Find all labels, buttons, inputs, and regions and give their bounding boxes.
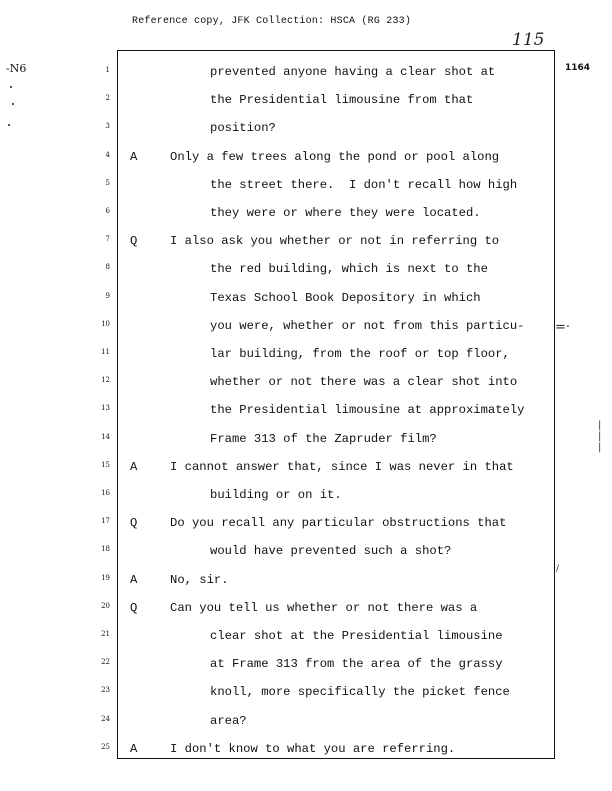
corner-mark: 1164 <box>565 63 591 73</box>
line-number: 9 <box>105 291 110 300</box>
transcript-line: No, sir. <box>170 572 229 587</box>
line-number: 8 <box>105 263 110 272</box>
line-number: 19 <box>101 573 110 582</box>
line-number: 15 <box>101 460 110 469</box>
line-number: 6 <box>105 207 110 215</box>
transcript-line: Frame 313 of the Zapruder film? <box>210 431 437 446</box>
transcript-line: I don't know to what you are referring. <box>170 741 456 756</box>
speaker-label: Q <box>130 600 138 615</box>
transcript-line: the Presidential limousine at approximately <box>210 403 525 418</box>
transcript-line: knoll, more specifically the picket fence <box>210 685 510 700</box>
transcript-line: whether or not there was a clear shot into <box>210 375 518 390</box>
line-number: 18 <box>101 545 110 554</box>
transcript-line: the Presidential limousine from that <box>210 93 474 108</box>
transcript-line: lar building, from the roof or top floor, <box>210 347 510 361</box>
line-number: 23 <box>101 686 110 695</box>
margin-mark: -N6 <box>6 62 27 75</box>
header-reference: Reference copy, JFK Collection: HSCA (RG 233) <box>132 16 412 27</box>
transcript-line: Do you recall any particular obstructions that <box>170 516 507 531</box>
margin-scribble-small: / <box>556 564 560 574</box>
line-number: 12 <box>101 376 110 385</box>
transcript-line: they were or where they were located. <box>210 206 481 220</box>
transcript-line: the red building, which is next to the <box>210 262 488 277</box>
line-number: 11 <box>101 348 110 356</box>
transcript-line: would have prevented such a shot? <box>210 544 452 559</box>
transcript-line: area? <box>210 713 247 728</box>
line-number: 25 <box>101 742 110 751</box>
page-number: 115 <box>512 30 545 50</box>
line-number: 1 <box>105 66 110 74</box>
line-number: 2 <box>105 94 110 103</box>
line-number: 7 <box>105 235 110 244</box>
transcript-line: I also ask you whether or not in referring to <box>170 234 500 249</box>
right-edge-marks: | | | <box>598 420 602 453</box>
line-number: 22 <box>101 658 110 667</box>
line-number: 24 <box>101 714 110 723</box>
speaker-label: Q <box>130 516 138 531</box>
line-number: 5 <box>105 178 110 187</box>
transcript-line: Can you tell us whether or not there was a <box>170 600 478 615</box>
line-number: 3 <box>105 122 110 131</box>
speaker-label: A <box>130 572 138 587</box>
transcript-line: prevented anyone having a clear shot at <box>210 65 496 79</box>
transcript-line: clear shot at the Presidential limousine <box>210 629 503 643</box>
speaker-label: Q <box>130 234 138 249</box>
transcript-line: the street there. I don't recall how high <box>210 177 518 192</box>
transcript-line: Texas School Book Depository in which <box>210 290 481 305</box>
line-number: 20 <box>101 601 110 610</box>
margin-scribble: =· <box>555 320 571 335</box>
transcript-line: Only a few trees along the pond or pool along <box>170 149 500 164</box>
line-number: 16 <box>101 489 110 497</box>
line-number: 17 <box>101 517 110 526</box>
line-number: 14 <box>101 432 110 441</box>
line-number: 10 <box>101 319 110 328</box>
line-number: 13 <box>101 404 110 413</box>
line-number: 21 <box>101 630 110 638</box>
transcript-line: building or on it. <box>210 488 342 502</box>
transcript-line: position? <box>210 121 276 136</box>
speaker-label: A <box>130 459 138 474</box>
transcript-line: you were, whether or not from this particu- <box>210 318 525 333</box>
transcript-line: at Frame 313 from the area of the grassy <box>210 657 503 672</box>
speaker-label: A <box>130 741 138 756</box>
line-number: 4 <box>105 150 110 159</box>
transcript-line: I cannot answer that, since I was never in that <box>170 459 514 474</box>
speaker-label: A <box>130 149 138 164</box>
